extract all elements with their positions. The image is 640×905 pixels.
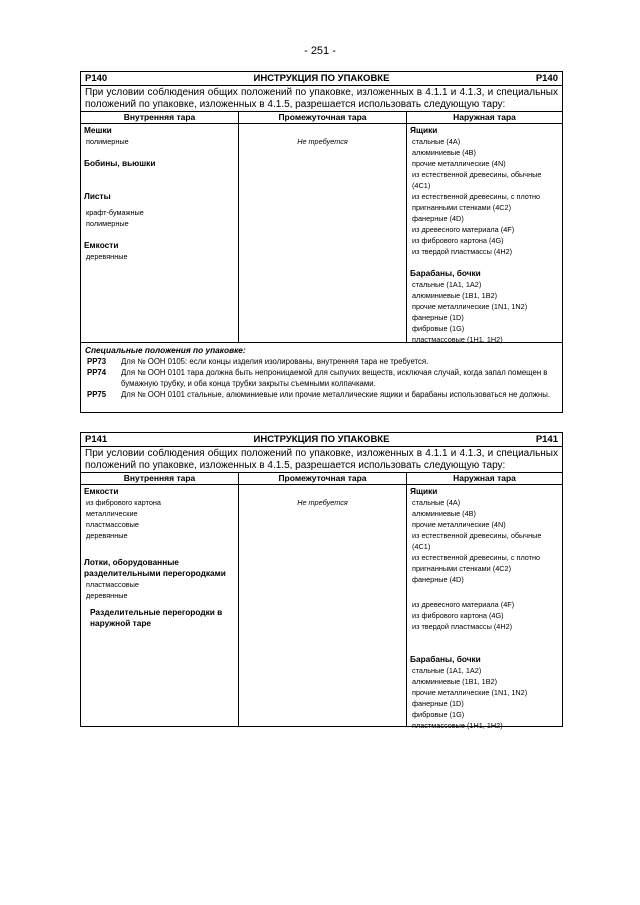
p141-inner-item: деревянные [86,531,128,540]
p141-outer-item: пригнанными стенками (4C2) [412,564,512,573]
p140-special-provisions [81,342,562,402]
p140-inner-group: Листы [84,191,111,201]
p141-header [81,433,562,447]
p140-col-inner: Внутренняя тара [81,112,239,123]
special-text: Для № ООН 0101 стальные, алюминиевые или прочие металлические ящики и барабаны использоваться не должны. [121,390,551,399]
p141-inner-column [81,485,239,727]
p140-outer-item: из твердой пластмассы (4H2) [412,247,513,256]
p141-code-right: P141 [535,434,558,445]
p141-col-outer: Наружная тара [453,473,516,483]
p140-code-right: P140 [535,73,558,84]
p140-special-pp73 [85,356,558,367]
p141-column-headers [81,473,562,485]
p141-inner-item: металлические [86,509,138,518]
p140-inner-group: Бобины, вьюшки [84,158,156,168]
p140-intermediate-value: Не требуется [297,137,348,146]
p140-inner-item: крафт-бумажные [86,208,144,217]
special-code: PP73 [87,357,107,366]
p141-outer-group: Барабаны, бочки [410,654,481,664]
p141-intermediate-value: Не требуется [297,498,348,507]
p141-outer-item: пластмассовые (1H1, 1H2) [412,721,503,730]
p140-outer-group: Барабаны, бочки [410,268,481,278]
p140-outer-item: пластмассовые (1H1, 1H2) [412,335,503,344]
p140-outer-item: прочие металлические (4N) [412,159,506,168]
p140-outer-item: прочие металлические (1N1, 1N2) [412,302,528,311]
p140-outer-group: Ящики [410,125,438,135]
p141-inner-item: пластмассовые [86,580,139,589]
p141-inner-group: Разделительные перегородки в наружной таре [90,607,223,628]
p140-header [81,72,562,86]
p140-special-pp74 [85,367,558,389]
p140-intermediate-column [239,124,407,342]
p140-inner-group: Мешки [84,125,112,135]
p140-code-left: P140 [85,73,108,84]
p140-special-title: Специальные положения по упаковке: [85,345,246,355]
p140-outer-item: фанерные (4D) [412,214,464,223]
p140-special-pp75 [85,389,558,400]
p141-intermediate-column [239,485,407,727]
p141-outer-item: из естественной древесины, с плотно [412,553,541,562]
p141-inner-item: пластмассовые [86,520,139,529]
p141-inner-item: из фибрового картона [86,498,161,507]
p140-outer-item: из естественной древесины, обычные (4C1) [412,170,542,190]
p141-outer-item: стальные (1A1, 1A2) [412,666,482,675]
p141-outer-item: фанерные (4D) [412,575,464,584]
p140-outer-item: фанерные (1D) [412,313,464,322]
p141-body [81,485,562,730]
p141-outer-item: фанерные (1D) [412,699,464,708]
p141-outer-column [407,485,562,730]
packing-instruction-p141 [80,432,563,730]
p140-title: ИНСТРУКЦИЯ ПО УПАКОВКЕ [253,73,390,84]
p141-outer-item: из древесного материала (4F) [412,600,515,609]
p140-outer-item: стальные (1A1, 1A2) [412,280,482,289]
p140-inner-column [81,124,239,342]
p141-col-inner: Внутренняя тара [81,473,239,484]
p141-intro: При условии соблюдения общих положений по упаковке, изложенных в 4.1.1 и 4.1.3, и специальных положений по упаковке, изложенных в 4.1.5, разрешается использовать следующую тару: [81,447,562,473]
page-number: - 251 - [304,45,336,57]
p140-outer-item: фибровые (1G) [412,324,465,333]
p140-outer-item: из фибрового картона (4G) [412,236,504,245]
p141-outer-item: из фибрового картона (4G) [412,611,504,620]
p141-inner-group: Емкости [84,486,119,496]
special-text: Для № ООН 0101 тара должна быть непроницаемой для сыпучих веществ, исключая случай, когда запал помещен в бумажную трубку, и оба конца трубки закрыты съемными колпачками. [121,368,548,388]
p141-col-intermediate: Промежуточная тара [239,473,407,484]
p141-outer-item: алюминиевые (4B) [412,509,476,518]
p140-outer-item: стальные (4A) [412,137,461,146]
p141-outer-group: Ящики [410,486,438,496]
special-text: Для № ООН 0105: если концы изделия изолированы, внутренняя тара не требуется. [121,357,429,366]
p140-column-headers [81,112,562,124]
p140-col-intermediate: Промежуточная тара [239,112,407,123]
p140-body [81,124,562,342]
special-code: PP75 [87,390,107,399]
p141-title: ИНСТРУКЦИЯ ПО УПАКОВКЕ [253,434,390,445]
p141-outer-item: прочие металлические (4N) [412,520,506,529]
p140-inner-item: полимерные [86,219,129,228]
p141-outer-item: фибровые (1G) [412,710,465,719]
packing-instruction-p140 [80,71,563,413]
p140-outer-column [407,124,562,342]
p141-outer-item: алюминиевые (1B1, 1B2) [412,677,498,686]
p140-outer-item: из естественной древесины, с плотно [412,192,541,201]
p140-col-outer: Наружная тара [453,112,516,122]
p141-code-left: P141 [85,434,108,445]
p140-inner-item: полимерные [86,137,129,146]
special-code: PP74 [87,368,107,377]
p141-inner-group: Лотки, оборудованные разделительными перегородками [84,557,226,578]
p141-outer-item: из естественной древесины, обычные (4C1) [412,531,542,551]
p141-outer-item: стальные (4A) [412,498,461,507]
p140-outer-item: алюминиевые (4B) [412,148,476,157]
p140-outer-item: из древесного материала (4F) [412,225,515,234]
p141-outer-item: из твердой пластмассы (4H2) [412,622,513,631]
p140-outer-item: алюминиевые (1B1, 1B2) [412,291,498,300]
p140-outer-item: пригнанными стенками (4C2) [412,203,512,212]
p140-inner-group: Емкости [84,240,119,250]
p141-outer-item: прочие металлические (1N1, 1N2) [412,688,528,697]
p140-intro: При условии соблюдения общих положений по упаковке, изложенных в 4.1.1 и 4.1.3, и специальных положений по упаковке, изложенных в 4.1.5, разрешается использовать следующую тару: [81,86,562,112]
p141-inner-item: деревянные [86,591,128,600]
p140-inner-item: деревянные [86,252,128,261]
